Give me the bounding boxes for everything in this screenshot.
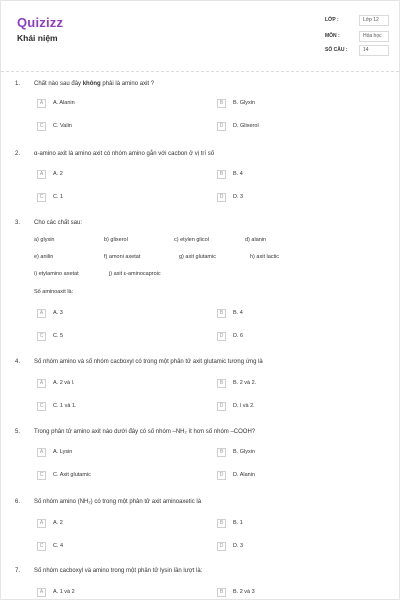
option-text: A. 3 (53, 310, 63, 316)
question-text-emphasis: không (82, 81, 101, 87)
option-text: B. 4 (233, 310, 243, 316)
option-letter-box: D (217, 193, 226, 202)
option-letter-box: C (37, 122, 46, 131)
meta-label: LỚP : (325, 17, 339, 23)
option-letter-box: B (217, 448, 226, 457)
option-letter-box: B (217, 309, 226, 318)
question-text-part: phải là amino axit ? (100, 81, 155, 87)
question-number: 1. (15, 81, 21, 87)
compound-item: i) etylamino axetat (34, 271, 79, 277)
option-text: B. Glyxin (233, 449, 256, 455)
option-letter-box: D (217, 332, 226, 341)
meta-value-box: Lớp 12 (359, 15, 389, 26)
option-letter-box: C (37, 402, 46, 411)
question-number: 6. (15, 499, 21, 505)
question-number: 4. (15, 359, 21, 365)
worksheet-topic: Khái niệm (17, 33, 58, 43)
option-text: D. 3 (233, 194, 244, 200)
question-number: 3. (15, 220, 21, 226)
option-text: C. 4 (53, 543, 64, 549)
question-text: Trong phân tử amino axit nào dưới đây có số nhóm –NH₂ ít hơn số nhóm –COOH? (34, 429, 256, 435)
question-text: Số nhóm cacboxyl và amino trong một phân tử lysin lần lượt là: (34, 568, 203, 574)
compound-item: a) glyxin (34, 237, 55, 243)
question-text: Số nhóm amino và số nhóm cacboxyl có trong một phân tử axit glutamic tương ứng là (34, 359, 263, 365)
option-text: C. Valin (53, 123, 72, 129)
question-text: Cho các chất sau: (34, 220, 83, 226)
meta-value-box: 14 (359, 45, 389, 56)
option-text: A. Lysin (53, 449, 73, 455)
option-text: D. 3 (233, 543, 244, 549)
option-text: C. 1 và 1. (53, 403, 77, 409)
option-letter-box: B (217, 170, 226, 179)
question-number: 2. (15, 151, 21, 157)
option-letter-box: D (217, 402, 226, 411)
option-text: A. 2 và l. (53, 380, 75, 386)
option-letter-box: D (217, 471, 226, 480)
option-text: B. 4 (233, 171, 243, 177)
option-letter-box: B (217, 588, 226, 597)
question-subprompt: Số aminoaxit là: (34, 289, 74, 295)
option-letter-box: A (37, 379, 46, 388)
option-text: D. Alanin (233, 472, 256, 478)
option-text: B. 2 và 2. (233, 380, 257, 386)
option-text: A. 1 và 2 (53, 589, 75, 595)
option-text: B. 2 và 3 (233, 589, 255, 595)
option-letter-box: B (217, 519, 226, 528)
option-letter-box: A (37, 99, 46, 108)
option-text: C. 1 (53, 194, 64, 200)
question-text (34, 81, 154, 87)
option-text: A. 2 (53, 520, 63, 526)
compound-item: g) axit glutamic (179, 254, 216, 260)
meta-value-box: Hóa học (359, 31, 389, 42)
compound-item: f) amoni axetat (104, 254, 141, 260)
compound-item: h) axit lactic (250, 254, 280, 260)
option-letter-box: C (37, 542, 46, 551)
compound-item: d) alanin (245, 237, 267, 243)
option-text: D. 6 (233, 333, 244, 339)
option-text: B. 1 (233, 520, 243, 526)
option-letter-box: C (37, 471, 46, 480)
option-letter-box: A (37, 309, 46, 318)
option-text: D. Glixerol (233, 123, 259, 129)
option-text: C. 5 (53, 333, 64, 339)
question-text-part: Chất nào sau đây (34, 81, 83, 87)
option-letter-box: A (37, 170, 46, 179)
quizizz-logo: Quizizz (17, 15, 64, 30)
option-letter-box: D (217, 122, 226, 131)
option-letter-box: D (217, 542, 226, 551)
option-letter-box: B (217, 379, 226, 388)
worksheet-header (1, 1, 399, 71)
option-letter-box: C (37, 332, 46, 341)
question-number: 7. (15, 568, 21, 574)
question-number: 5. (15, 429, 21, 435)
option-letter-box: A (37, 448, 46, 457)
option-letter-box: B (217, 99, 226, 108)
compound-item: e) anilin (34, 254, 54, 260)
option-letter-box: A (37, 588, 46, 597)
meta-label: SỐ CÂU : (325, 47, 348, 53)
question-text: α-amino axit là amino axit có nhóm amino gắn với cacbon ở vị trí số (34, 151, 215, 157)
compound-item: c) etylen glicol (174, 237, 209, 243)
option-text: D. l và 2. (233, 403, 255, 409)
option-letter-box: C (37, 193, 46, 202)
question-text: Số nhóm amino (NH₂) có trong một phân tử axit aminoaxetic là (34, 499, 202, 505)
option-text: A. 2 (53, 171, 63, 177)
compound-item: j) axit ε-aminocaproic (109, 271, 161, 277)
meta-label: MÔN : (325, 33, 340, 39)
option-text: C. Axit glutamic (53, 472, 91, 478)
compound-item: b) glixerol (104, 237, 128, 243)
option-letter-box: A (37, 519, 46, 528)
header-divider (1, 71, 399, 72)
option-text: B. Glyxin (233, 100, 256, 106)
option-text: A. Alanin (53, 100, 75, 106)
